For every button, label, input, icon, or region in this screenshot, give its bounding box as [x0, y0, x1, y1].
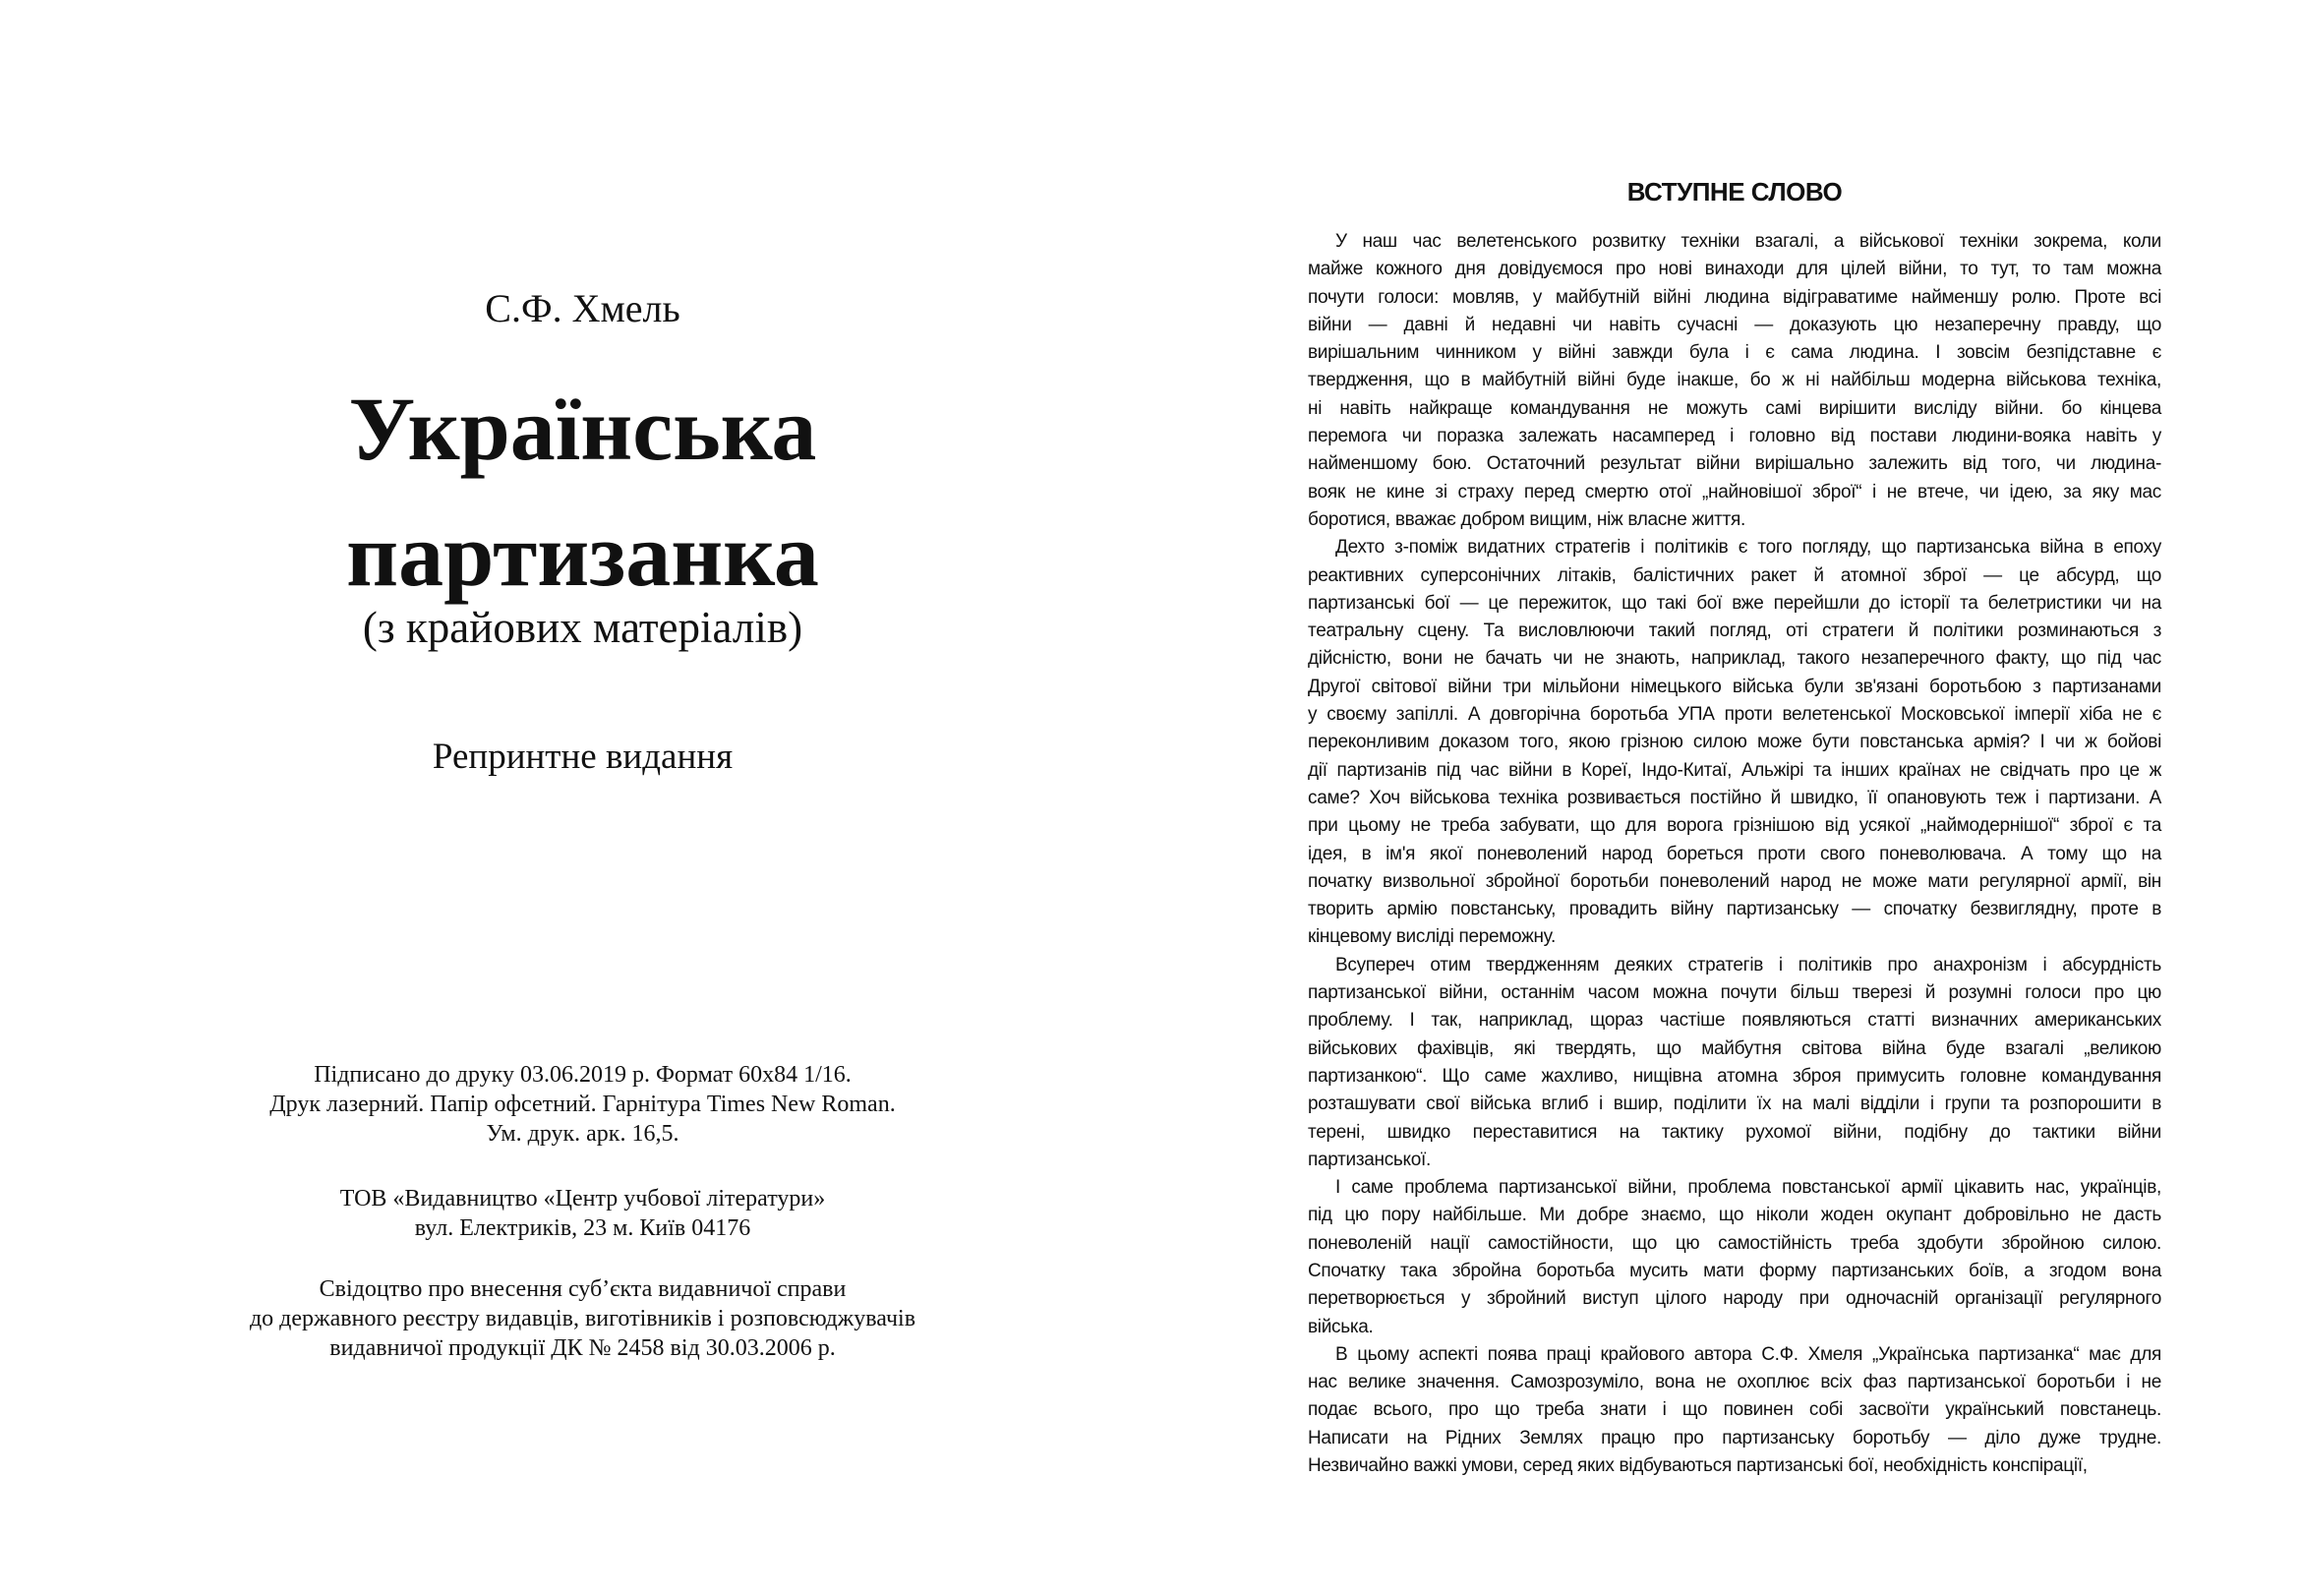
text-line: дійсністю, вони не бачать чи не знають, наприклад, такого незаперечного факту, що під час: [1308, 648, 2161, 670]
text-line: війська.: [1308, 1316, 1374, 1337]
paragraph: [1308, 228, 2161, 534]
text-line: поневоленій нації самостійности, що цю самостійність треба здобути збройною силою.: [1308, 1232, 2161, 1254]
text-line: творить армію повстанську, провадить війну партизанську — спочатку безвиглядну, проте в: [1308, 899, 2161, 920]
imprint-line: ТОВ «Видавництво «Центр учбової літератури»: [339, 1186, 826, 1212]
text-line: вояк не кине зі страху перед смертю отої „найновішої зброї“ і не втече, чи ідею, за яку мас: [1308, 481, 2161, 502]
publisher-details: [0, 1184, 1165, 1243]
paragraph: [1308, 1341, 2161, 1480]
author-name: С.Ф. Хмель: [485, 286, 680, 330]
text-line: твердження, що в майбутній війні буде інакше, бо ж ні найбільш модерна військова техніка,: [1308, 370, 2161, 391]
text-line: В цьому аспекті поява праці крайового автора С.Ф. Хмеля „Українська партизанка“ має для: [1335, 1343, 2161, 1365]
text-line: партизанські бої — це пережиток, що такі бої вже перейшли до історії та белетристики чи на: [1308, 592, 2161, 614]
imprint-line: вул. Електриків, 23 м. Київ 04176: [414, 1215, 751, 1241]
text-line: Спочатку така збройна боротьба мусить мати форму партизанських боїв, а згодом вона: [1308, 1260, 2161, 1281]
paragraph: [1308, 952, 2161, 1174]
paragraph: [1308, 534, 2161, 951]
text-line: Дехто з-поміж видатних стратегів і політиків є того погляду, що партизанська війна в епоху: [1335, 537, 2161, 559]
text-line: У наш час велетенського розвитку техніки взагалі, а військової техніки зокрема, коли: [1335, 231, 2161, 252]
registration-certificate: [0, 1274, 1165, 1363]
text-line: під цю пору найбільше. Ми добре знаємо, що ніколи жоден окупант добровільно не дасть: [1308, 1205, 2161, 1226]
text-line: при цьому не треба забувати, що для ворога грізнішою від усякої „наймодернішої“ зброї є та: [1308, 815, 2161, 837]
text-line: перетворюється у збройний виступ цілого народу при одночасній організації регулярного: [1308, 1288, 2161, 1310]
book-title-line: Українська: [348, 379, 817, 479]
print-details: [0, 1060, 1165, 1149]
text-line: Другої світової війни три мільйони німецького війська були зв'язані боротьбою з партизанами: [1308, 676, 2161, 697]
imprint-line: Ум. друк. арк. 16,5.: [486, 1121, 679, 1147]
text-line: саме? Хоч військова техніка розвивається постійно й швидко, її опановують теж і партизани. А: [1308, 787, 2161, 808]
imprint-line: до державного реєстру видавців, виготівників і розповсюджувачів: [249, 1306, 916, 1331]
text-line: ідея, в ім'я якої поневолений народ бореться проти свого поневолювача. А тому що на: [1308, 843, 2161, 864]
imprint-line: Підписано до друку 03.06.2019 р. Формат 60x84 1/16.: [314, 1062, 852, 1088]
text-line: війни — давні й недавні чи навіть сучасні — доказують цю незаперечну правду, що: [1308, 314, 2161, 335]
text-line: переконливим доказом того, якою грізною силою може бути повстанська армія? І чи ж бойові: [1308, 732, 2161, 753]
body-text: [1308, 228, 2161, 1480]
text-line: проблему. І так, наприклад, щораз частіше появляються статті визначних американських: [1308, 1010, 2161, 1032]
text-line: ні навіть найкраще командування не можуть самі вирішити висліду війни. бо кінцева: [1308, 397, 2161, 419]
text-line: почути голоси: мовляв, у майбутній війні людина відіграватиме найменшу ролю. Проте всі: [1308, 286, 2161, 308]
paragraph: [1308, 1174, 2161, 1341]
book-subtitle: (з крайових матеріалів): [362, 603, 803, 652]
imprint-line: Друк лазерний. Папір офсетний. Гарнітура Times New Roman.: [269, 1092, 896, 1117]
text-line: нас велике значення. Самозрозуміло, вона не охоплює всіх фаз партизанської боротьби і не: [1308, 1372, 2161, 1393]
text-line: партизанської.: [1308, 1149, 1431, 1170]
text-line: перемога чи поразка залежать насамперед і головно від постави людини-вояка навіть у: [1308, 426, 2161, 447]
text-line: військових фахівців, які твердять, що майбутня світова війна буде взагалі „великою: [1308, 1037, 2161, 1059]
text-line: дії партизанів під час війни в Кореї, Індо-Китаї, Альжірі та інших країнах не свідчать про це ж: [1308, 759, 2161, 781]
text-line: розташувати свої війська вглиб і вшир, поділити їх на малі відділи і групи та розпорошити в: [1308, 1094, 2161, 1115]
imprint-line: видавничої продукції ДК № 2458 від 30.03.2006 р.: [329, 1335, 836, 1361]
text-line: Незвичайно важкі умови, серед яких відбуваються партизанські бої, необхідність конспірації,: [1308, 1455, 2088, 1477]
book-title: [0, 366, 1165, 618]
text-line: терені, швидко переставитися на тактику рухомої війни, подібну до тактики війни: [1308, 1121, 2161, 1143]
text-line: партизанської війни, останнім часом можна почути більш тверезі й розумні голоси про цю: [1308, 982, 2161, 1004]
text-line: у своєму запіллі. А довгорічна боротьба УПА проти велетенської Московської імперії хіба не є: [1308, 704, 2161, 726]
text-line: подає всього, про що треба знати і що повинен собі засвоїти український повстанець.: [1308, 1399, 2161, 1421]
text-line: початку визвольної збройної боротьби поневолений народ не може мати регулярної армії, він: [1308, 870, 2161, 892]
text-line: боротися, вважає добром вищим, ніж власне життя.: [1308, 508, 1745, 530]
text-line: кінцевому висліді переможну.: [1308, 926, 1556, 948]
text-line: найменшому бою. Остаточний результат війни вирішально залежить від того, чи людина-: [1308, 453, 2161, 475]
text-line: театральну сцену. Та висловлюючи такий погляд, оті стратеги й політики розминаються з: [1308, 621, 2161, 642]
text-line: реактивних суперсонічних літаків, балістичних ракет й атомної зброї — це абсурд, що: [1308, 564, 2161, 586]
text-line: Написати на Рідних Землях працю про партизанську боротьбу — діло дуже трудне.: [1308, 1427, 2161, 1448]
text-line: майже кожного дня довідуємося про нові винаходи для цілей війни, то тут, то там можна: [1308, 259, 2161, 280]
text-line: партизанкою“. Що саме жахливо, нищівна атомна зброя примусить головне командування: [1308, 1065, 2161, 1087]
section-heading: ВСТУПНЕ СЛОВО: [1626, 177, 1843, 207]
text-line: Всупереч отим твердженням деяких стратегів і політиків про анахронізм і абсурдність: [1335, 954, 2161, 975]
imprint-line: Свідоцтво про внесення суб’єкта видавничої справи: [319, 1276, 847, 1302]
text-line: вирішальним чинником у війні завжди була і є сама людина. І зовсім безпідставне є: [1308, 342, 2161, 364]
text-line: І саме проблема партизанської війни, проблема повстанської армії цікавить нас, українців,: [1335, 1177, 2161, 1199]
edition-note: Репринтне видання: [432, 737, 734, 777]
book-title-line: партизанка: [346, 504, 819, 605]
